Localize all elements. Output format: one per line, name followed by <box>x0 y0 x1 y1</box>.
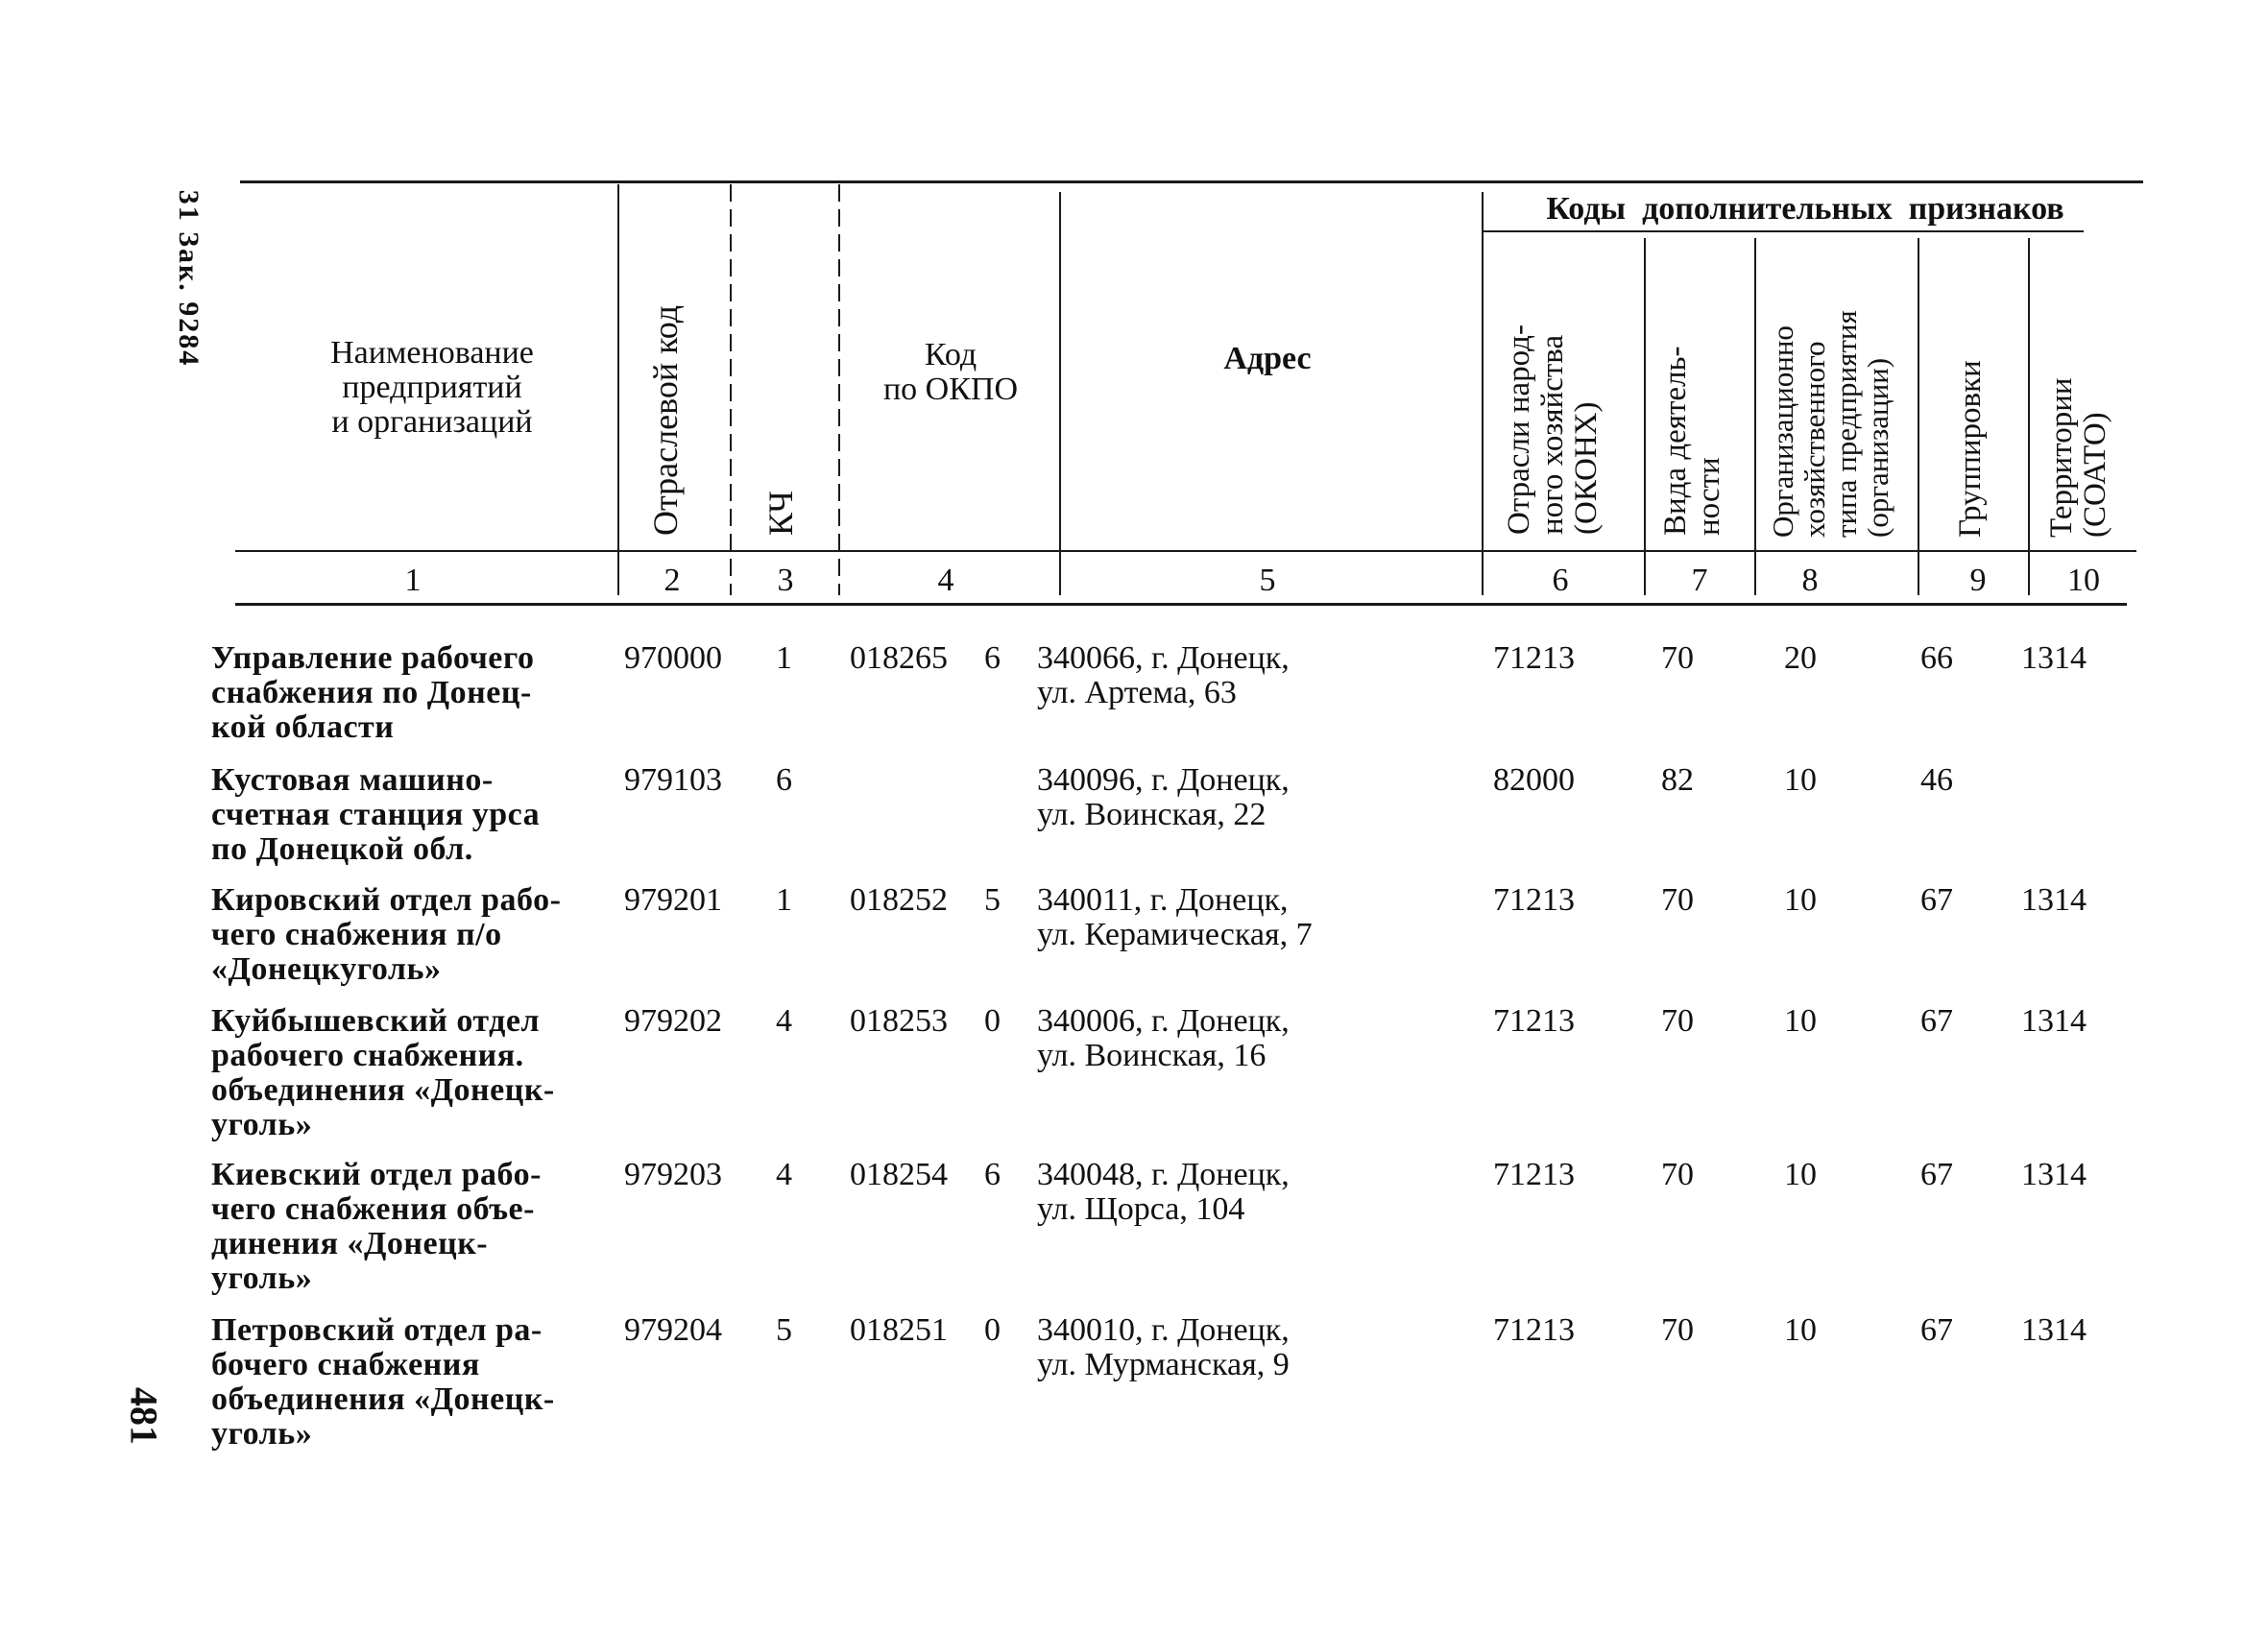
org-type-code: 10 <box>1784 1312 1817 1348</box>
grouping-code: 66 <box>1920 640 1953 676</box>
org-type-code: 10 <box>1784 1003 1817 1039</box>
margin-note-order: 31 Зак. 9284 <box>173 189 205 368</box>
okpo-code: 018254 <box>850 1157 948 1192</box>
okpo-check-digit: 0 <box>984 1003 1001 1039</box>
header-bottom-rule <box>235 550 2136 552</box>
header-okpo: Код по ОКПО <box>882 337 1019 407</box>
org-name: Кировский отдел рабо- чего снабжения п/о «Донецкуголь» <box>211 882 562 987</box>
kch-value: 5 <box>776 1312 792 1348</box>
address: 340066, г. Донецк, ул. Артема, 63 <box>1037 640 1290 710</box>
okonh-code: 71213 <box>1493 640 1575 676</box>
soato-code: 1314 <box>2021 1312 2087 1348</box>
col-divider <box>1754 238 1756 595</box>
okpo-check-digit: 0 <box>984 1312 1001 1348</box>
soato-code: 1314 <box>2021 1157 2087 1192</box>
kch-value: 1 <box>776 882 792 918</box>
header-grouping: Группировки <box>1953 360 1988 538</box>
col-number: 10 <box>2067 563 2100 598</box>
org-type-code: 10 <box>1784 1157 1817 1192</box>
grouping-code: 46 <box>1920 762 1953 798</box>
org-name: Кустовая машино- счетная станция урса по Донецкой обл. <box>211 762 541 867</box>
org-name: Куйбышевский отдел рабочего снабжения. объединения «Донецк- уголь» <box>211 1003 555 1142</box>
col-divider <box>1482 192 1484 595</box>
col-number: 6 <box>1552 563 1569 598</box>
col-divider <box>1918 238 1919 595</box>
org-type-code: 10 <box>1784 882 1817 918</box>
kch-value: 6 <box>776 762 792 798</box>
col-number: 3 <box>777 563 794 598</box>
header-name: Наименование предприятий и организаций <box>330 335 534 440</box>
col-divider <box>2028 238 2030 595</box>
top-rule <box>240 180 2143 183</box>
col-divider <box>730 184 732 595</box>
kch-value: 4 <box>776 1157 792 1192</box>
org-name: Киевский отдел рабо- чего снабжения объе- динения «Донецк- уголь» <box>211 1157 542 1296</box>
soato-code: 1314 <box>2021 882 2087 918</box>
okpo-check-digit: 5 <box>984 882 1001 918</box>
col-number: 2 <box>664 563 681 598</box>
industry-code: 979203 <box>624 1157 722 1192</box>
address: 340011, г. Донецк, ул. Керамическая, 7 <box>1037 882 1313 952</box>
page-number: 481 <box>122 1387 166 1445</box>
okpo-check-digit: 6 <box>984 640 1001 676</box>
header-kch: КЧ <box>761 491 800 536</box>
header-territory: Территории (СОАТО) <box>2044 377 2112 538</box>
org-type-code: 20 <box>1784 640 1817 676</box>
header-okonh: Отрасли народ- ного хозяйства (ОКОНХ) <box>1502 324 1604 535</box>
okpo-code: 018251 <box>850 1312 948 1348</box>
okonh-code: 71213 <box>1493 1312 1575 1348</box>
industry-code: 979201 <box>624 882 722 918</box>
address: 340010, г. Донецк, ул. Мурманская, 9 <box>1037 1312 1290 1382</box>
col-divider <box>1059 192 1061 595</box>
col-divider <box>617 184 619 595</box>
col-number: 7 <box>1691 563 1708 598</box>
okonh-code: 71213 <box>1493 1157 1575 1192</box>
header-industry-code: Отраслевой код <box>646 304 685 536</box>
activity-code: 70 <box>1661 1157 1694 1192</box>
col-divider <box>838 184 840 595</box>
industry-code: 979204 <box>624 1312 722 1348</box>
grouping-code: 67 <box>1920 1157 1953 1192</box>
activity-code: 70 <box>1661 1003 1694 1039</box>
col-number: 8 <box>1801 563 1819 598</box>
grouping-code: 67 <box>1920 1312 1953 1348</box>
grouping-code: 67 <box>1920 882 1953 918</box>
kch-value: 1 <box>776 640 792 676</box>
address: 340048, г. Донецк, ул. Щорса, 104 <box>1037 1157 1290 1227</box>
numbers-bottom-rule <box>235 603 2127 606</box>
grouping-code: 67 <box>1920 1003 1953 1039</box>
header-activity: Вида деятель- ности <box>1658 346 1726 536</box>
okonh-code: 82000 <box>1493 762 1575 798</box>
kch-value: 4 <box>776 1003 792 1039</box>
header-additional-codes: Коды дополнительных признаков <box>1546 191 2064 227</box>
activity-code: 70 <box>1661 882 1694 918</box>
org-name: Управление рабочего снабжения по Донец- кой области <box>211 640 535 745</box>
okpo-code: 018265 <box>850 640 948 676</box>
soato-code: 1314 <box>2021 640 2087 676</box>
col-number: 1 <box>404 563 422 598</box>
group-rule <box>1484 230 2084 232</box>
soato-code: 1314 <box>2021 1003 2087 1039</box>
org-type-code: 10 <box>1784 762 1817 798</box>
org-name: Петровский отдел ра- бочего снабжения объединения «Донецк- уголь» <box>211 1312 555 1452</box>
activity-code: 82 <box>1661 762 1694 798</box>
col-number: 5 <box>1259 563 1276 598</box>
okonh-code: 71213 <box>1493 882 1575 918</box>
header-address: Адрес <box>1223 341 1312 376</box>
header-org-type: Организационно хозяйственного типа предприятия (организации) <box>1766 310 1894 538</box>
activity-code: 70 <box>1661 1312 1694 1348</box>
activity-code: 70 <box>1661 640 1694 676</box>
industry-code: 979103 <box>624 762 722 798</box>
okonh-code: 71213 <box>1493 1003 1575 1039</box>
col-divider <box>1644 238 1646 595</box>
industry-code: 979202 <box>624 1003 722 1039</box>
industry-code: 970000 <box>624 640 722 676</box>
okpo-code: 018253 <box>850 1003 948 1039</box>
col-number: 9 <box>1969 563 1987 598</box>
address: 340006, г. Донецк, ул. Воинская, 16 <box>1037 1003 1290 1073</box>
address: 340096, г. Донецк, ул. Воинская, 22 <box>1037 762 1290 832</box>
okpo-code: 018252 <box>850 882 948 918</box>
col-number: 4 <box>937 563 954 598</box>
okpo-check-digit: 6 <box>984 1157 1001 1192</box>
